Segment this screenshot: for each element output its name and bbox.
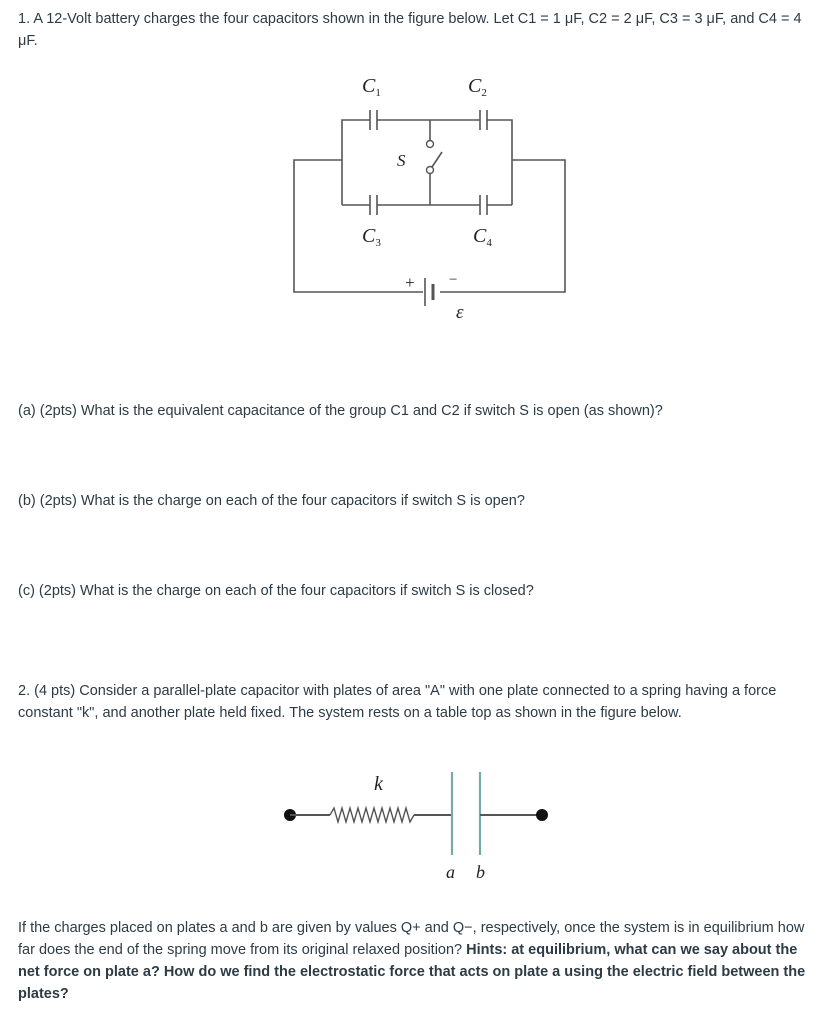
wire-top-right xyxy=(487,120,512,130)
c4-label: $C_4$ xyxy=(473,225,492,249)
capacitor-circuit-figure xyxy=(280,70,580,340)
battery-plus-label: + xyxy=(404,273,416,292)
spring-capacitor-figure xyxy=(270,760,570,890)
switch-label: S xyxy=(397,151,406,170)
problem1-part-a: (a) (2pts) What is the equivalent capacitance of the group C1 and C2 if switch S is open (as shown)? xyxy=(18,403,663,419)
problem2-hint: Hints: at equilibrium, what can we say about the net force on plate a? How do we find the electrostatic force that acts on plate a using the electric field between the plates? xyxy=(18,942,806,1002)
c1-label: $C_1$ xyxy=(362,75,381,99)
problem2-question xyxy=(18,917,818,1005)
problem1-intro: 1. A 12-Volt battery charges the four capacitors shown in the figure below. Let C1 = 1 μF, C2 = 2 μF, C3 = 3 μF, and C4 = 4 μF. xyxy=(18,11,802,49)
plate-b-label: b xyxy=(476,862,485,882)
problem1-part-c: (c) (2pts) What is the charge on each of the four capacitors if switch S is closed? xyxy=(18,583,534,599)
problem2-question-text: If the charges placed on plates a and b are given by values Q+ and Q−, respectively, once the system is in equilibrium how far does the end of the spring move from its original relaxed position? xyxy=(18,920,805,958)
wire-top-left xyxy=(342,120,370,125)
plate-a-label: a xyxy=(446,862,455,882)
spring-coil xyxy=(330,808,414,822)
emf-label: ε xyxy=(456,302,464,323)
problem1-part-b: (b) (2pts) What is the charge on each of the four capacitors if switch S is open? xyxy=(18,493,525,509)
c3-label: $C_3$ xyxy=(362,225,381,249)
wire-outer-right xyxy=(440,160,565,292)
c2-label: $C_2$ xyxy=(468,75,487,99)
battery-minus-label: − xyxy=(448,272,459,288)
plate-b-end-dot xyxy=(536,809,548,821)
switch-contact-bottom xyxy=(427,167,434,174)
switch-contact-top xyxy=(427,141,434,148)
problem2-intro: 2. (4 pts) Consider a parallel-plate capacitor with plates of area "A" with one plate connected to a spring having a force constant "k", and another plate held fixed. The system rests on a table top as shown in the figure below. xyxy=(18,683,777,721)
spring-constant-label: k xyxy=(374,773,383,795)
